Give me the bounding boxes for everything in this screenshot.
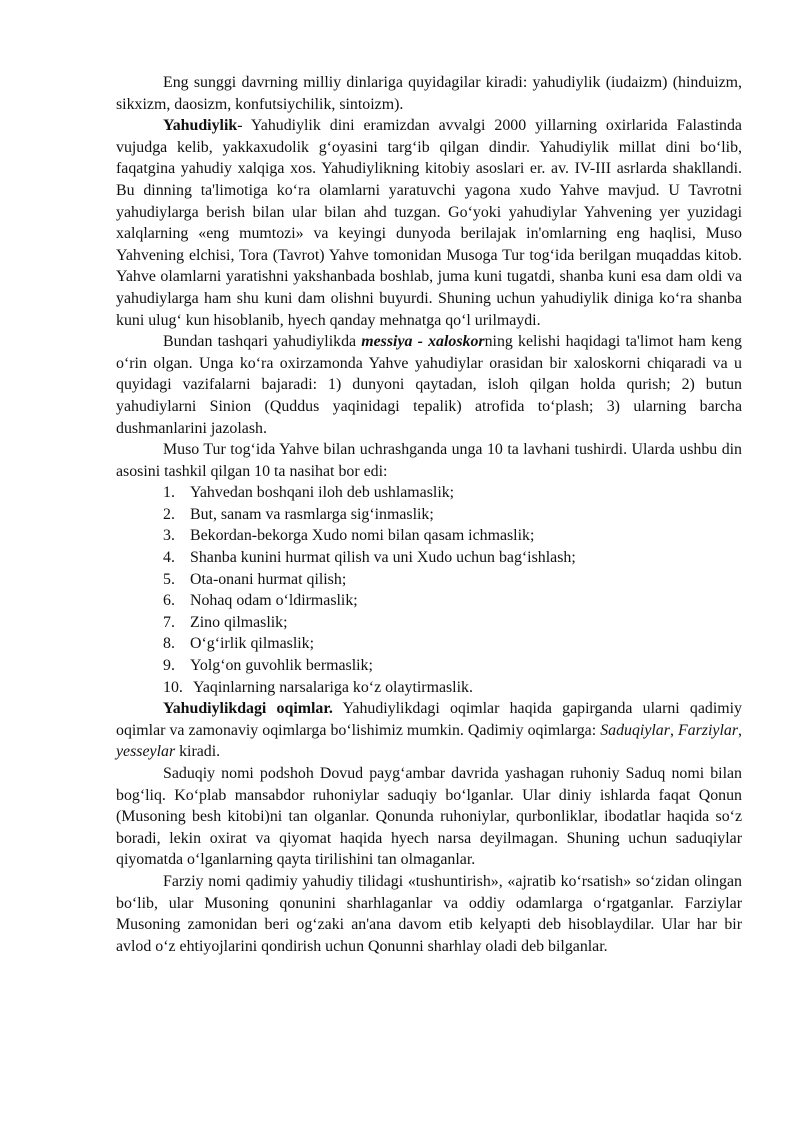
list-item: 4. Shanba kunini hurmat qilish va uni Xudo uchun bag‘ishlash; bbox=[163, 549, 576, 567]
paragraph-yahudiylik bbox=[116, 115, 742, 331]
farziy-text: Farziy nomi qadimiy yahudiy tilidagi «tushuntirish», «ajratib ko‘rsatish» so‘zidan olingan bo‘lib, ular Musoning qonunini sharhlaganlar va oddiy odamlarga o‘rgatganlar. Farziylar Musoning zamonidan beri og‘zaki an'ana davom etib kelyapti deb hisoblaydilar. Ular har bir avlod o‘z ehtiyojlarini qondirish uchun Qonunni sharhlay oladi deb bilganlar. bbox=[116, 872, 742, 955]
yahudiylik-text: - Yahudiylik dini eramizdan avvalgi 2000 yillarning oxirlarida Falastinda vujudga kelib, yakkaxudolik g‘oyasini targ‘ib qilgan dindir. Yahudiylik millat dini bo‘lib, faqatgina yahudiy xalqiga xos. Yahudiylikning kitobiy asoslari er. av. IV-III asrlarda shakllandi. Bu dinning ta'limotiga ko‘ra olamlarni yaratuvchi yagona xudo Yahve mavjud. U Tavrotni yahudiylarga berish bilan ular bilan ahd tuzgan. Go‘yoki yahudiylar Yahvening yer yuzidagi xalqlarning «eng mumtozi» va keyingi dunyoda berilajak in'omlarning eng haqlisi, Muso Yahvening elchisi, Tora (Tavrot) Yahve tomonidan Musoga Tur tog‘ida berilgan muqaddas kitob. Yahve olamlarni yaratishni yakshanbada boshlab, juma kuni tugatdi, shanba kuni esa dam oldi va yahudiylarga ham shu kuni dam olishni buyurdi. Shuning uchun yahudiylik diniga ko‘ra shanba kuni ulug‘ kun hisoblanib, hyech qanday mehnatga qo‘l urilmaydi. bbox=[116, 117, 742, 329]
paragraph-messiya bbox=[116, 331, 742, 439]
heading-oqimlar: Yahudiylikdagi oqimlar. bbox=[163, 700, 333, 718]
messiya-lead: Bundan tashqari yahudiylikda bbox=[163, 333, 362, 351]
list-item: 6. Nohaq odam o‘ldirmaslik; bbox=[163, 592, 358, 610]
list-item: 1. Yahvedan boshqani iloh deb ushlamaslik; bbox=[163, 484, 455, 502]
commandments-list bbox=[116, 482, 742, 698]
list-item: 7. Zino qilmaslik; bbox=[163, 613, 288, 631]
list-item: 5. Ota-onani hurmat qilish; bbox=[163, 570, 347, 588]
term-yahudiylik: Yahudiylik bbox=[163, 117, 238, 135]
list-item: 10. Yaqinlarning narsalariga ko‘z olaytirmaslik. bbox=[163, 678, 473, 696]
paragraph-oqimlar: Yahudiylikdagi oqimlar. Yahudiylikdagi oqimlar haqida gapirganda ularni qadimiy oqimlar va zamonaviy oqimlarga bo‘lishimiz mumkin. Qadimiy oqimlarga: Saduqiylar, Farziylar, yesseylar kiradi. bbox=[116, 700, 742, 761]
list-item: 9. Yolg‘on guvohlik bermaslik; bbox=[163, 657, 373, 675]
paragraph-lavhalar bbox=[116, 439, 742, 482]
list-item: 8. O‘g‘irlik qilmaslik; bbox=[163, 635, 315, 653]
term-messiya: messiya - xaloskor bbox=[361, 333, 485, 351]
list-item: 3. Bekordan-bekorga Xudo nomi bilan qasam ichmaslik; bbox=[163, 527, 535, 545]
messiya-text: ning kelishi haqidagi ta'limot ham keng o‘rin olgan. Unga ko‘ra oxirzamonda Yahve yahudiylar orasidan bir xaloskorni chiqaradi va u quyidagi vazifalarni bajaradi: 1) dunyoni qaytadan, isloh qilgan holda qurish; 2) butun yahudiylarni Sinion (Quddus yaqinidagi tepalik) atrofida to‘plash; 3) ularning barcha dushmanlarini jazolash. bbox=[116, 333, 742, 437]
paragraph-saduqiy bbox=[116, 763, 742, 871]
oqimlar-text: Yahudiylikdagi oqimlar haqida gapirganda ularni qadimiy oqimlar va zamonaviy oqimlarga bo‘lishimiz mumkin. Qadimiy oqimlarga: bbox=[116, 700, 742, 739]
paragraph-farziy bbox=[116, 871, 742, 957]
intro-text: Eng sunggi davrning milliy dinlariga quyidagilar kiradi: yahudiylik (iudaizm) (hinduizm, sikxizm, daosizm, konfutsiychilik, sintoizm). bbox=[116, 74, 742, 113]
document-page bbox=[116, 72, 742, 957]
lavhalar-text: Muso Tur tog‘ida Yahve bilan uchrashganda unga 10 ta lavhani tushirdi. Ularda ushbu din asosini tashkil qilgan 10 ta nasihat bor edi: bbox=[116, 441, 742, 480]
paragraph-intro bbox=[116, 72, 742, 115]
term-saduqiylar: Saduqiylar bbox=[600, 721, 670, 739]
saduqiy-text: Saduqiy nomi podshoh Dovud payg‘ambar davrida yashagan ruhoniy Saduq nomi bilan bog‘liq. Ko‘plab mansabdor ruhoniylar saduqiy bo‘lganlar. Ular diniy ishlarda faqat Qonun (Musoning besh kitobi)ni tan olganlar. Qonunda ruhoniylar, qurbonliklar, ibodatlar haqida so‘z boradi, lekin oxirat va qiyomat haqida hyech narsa deyilmagan. Shuning uchun saduqiylar qiyomatda o‘lganlarning qayta tirilishini tan olmaganlar. bbox=[116, 765, 742, 869]
list-item: 2. But, sanam va rasmlarga sig‘inmaslik; bbox=[163, 505, 434, 523]
term-yesseylar: yesseylar bbox=[116, 743, 176, 761]
term-farziylar: Farziylar bbox=[677, 721, 739, 739]
